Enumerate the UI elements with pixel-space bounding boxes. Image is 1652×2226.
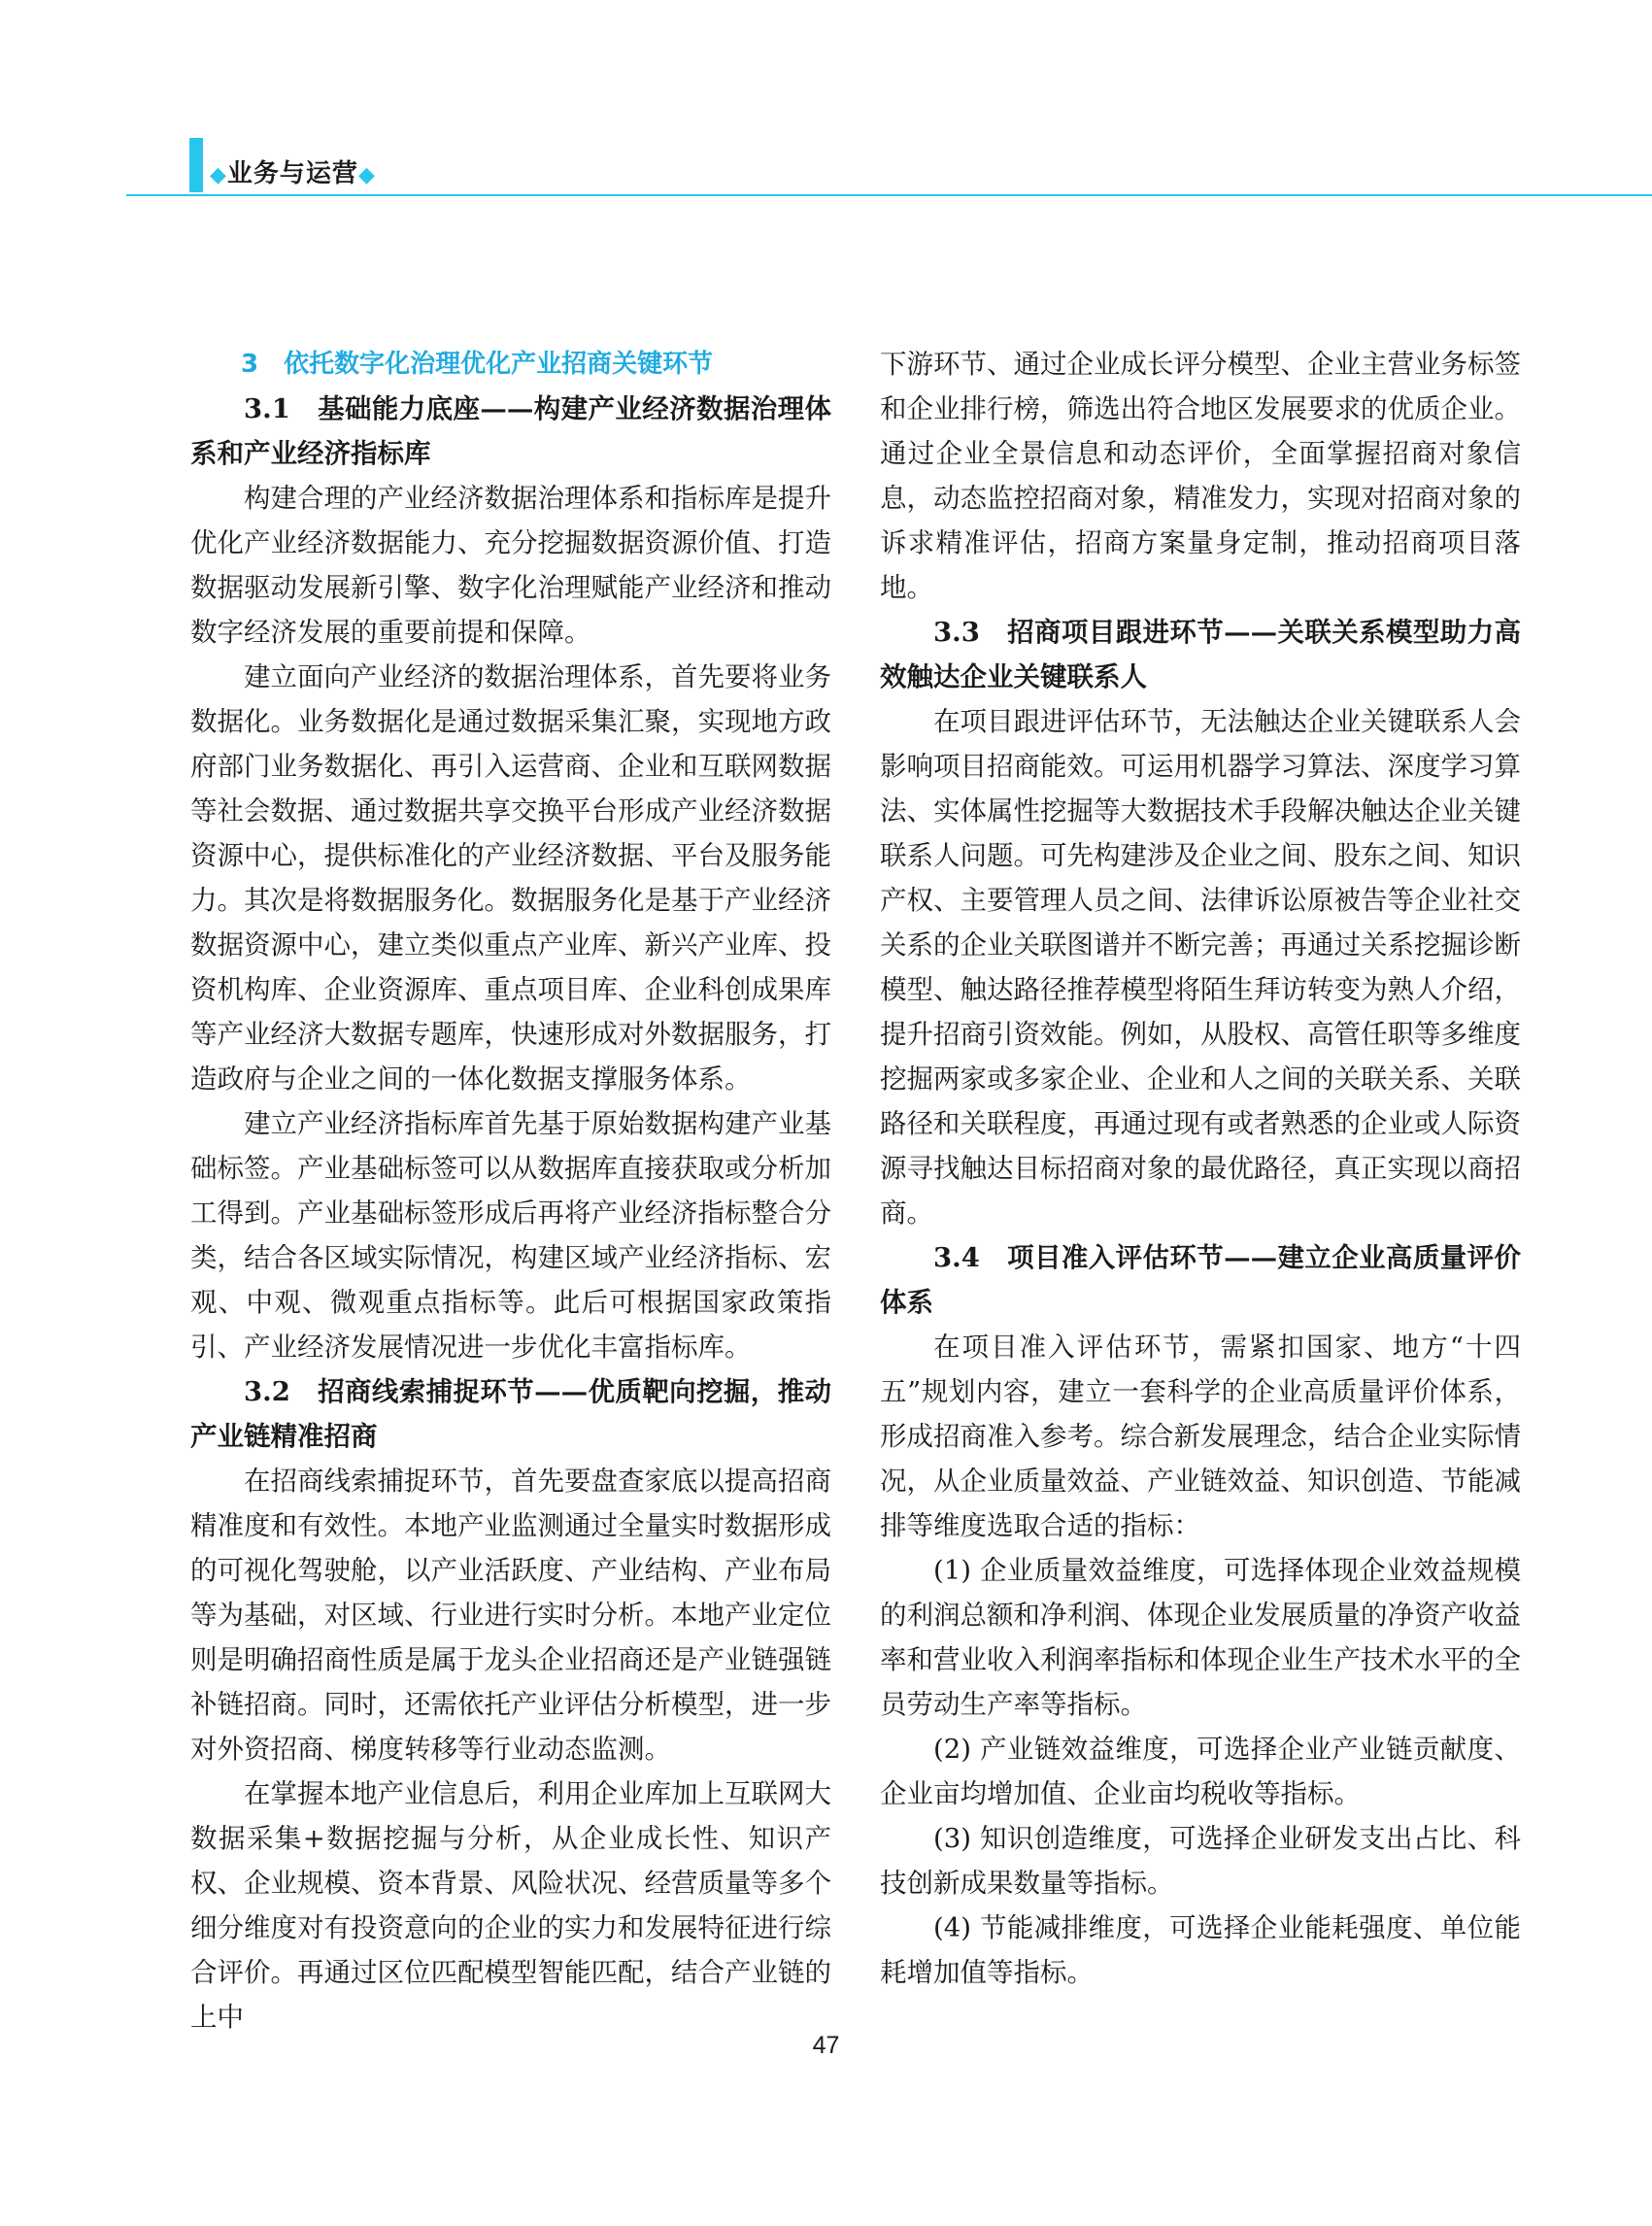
subsection-heading: 3.3 招商项目跟进环节——关联关系模型助力高效触达企业关键联系人 [880,617,1521,692]
subsection-heading: 3.2 招商线索捕捉环节——优质靶向挖掘，推动产业链精准招商 [190,1376,831,1452]
paragraph: 在项目准入评估环节，需紧扣国家、地方“十四五”规划内容，建立一套科学的企业高质量评价体系，形成招商准入参考。综合新发展理念，结合企业实际情况，从企业质量效益、产业链效益、知识创造、节能减排等维度选取合适的指标： [880,1332,1521,1541]
paragraph: 在掌握本地产业信息后，利用企业库加上互联网大数据采集+数据挖掘与分析，从企业成长性、知识产权、企业规模、资本背景、风险状况、经营质量等多个细分维度对有投资意向的企业的实力和发展特征进行综合评价。再通过区位匹配模型智能匹配，结合产业链的上中 [190,1778,831,2033]
paragraph: 建立面向产业经济的数据治理体系，首先要将业务数据化。业务数据化是通过数据采集汇聚，实现地方政府部门业务数据化、再引入运营商、企业和互联网数据等社会数据、通过数据共享交换平台形成产业经济数据资源中心，提供标准化的产业经济数据、平台及服务能力。其次是将数据服务化。数据服务化是基于产业经济数据资源中心，建立类似重点产业库、新兴产业库、投资机构库、企业资源库、重点项目库、企业科创成果库等产业经济大数据专题库，快速形成对外数据服务，打造政府与企业之间的一体化数据支撑服务体系。 [190,661,831,1095]
right-column [880,342,1521,1995]
diamond-icon: ◆ [210,163,227,187]
list-item: (2) 产业链效益维度，可选择企业产业链贡献度、企业亩均增加值、企业亩均税收等指标。 [880,1734,1521,1809]
header-accent-bar [189,138,203,192]
running-header [210,153,376,189]
paragraph: 建立产业经济指标库首先基于原始数据构建产业基础标签。产业基础标签可以从数据库直接获取或分析加工得到。产业基础标签形成后再将产业经济指标整合分类，结合各区域实际情况，构建区域产业经济指标、宏观、中观、微观重点指标等。此后可根据国家政策指引、产业经济发展情况进一步优化丰富指标库。 [190,1108,831,1363]
list-item: (3) 知识创造维度，可选择企业研发支出占比、科技创新成果数量等指标。 [880,1823,1521,1899]
diamond-icon: ◆ [357,163,376,187]
header-title-text: 业务与运营 [226,159,358,188]
paragraph-continued: 下游环节、通过企业成长评分模型、企业主营业务标签和企业排行榜，筛选出符合地区发展要求的优质企业。通过企业全景信息和动态评价，全面掌握招商对象信息，动态监控招商对象，精准发力，实现对招商对象的诉求精准评估，招商方案量身定制，推动招商项目落地。 [880,349,1521,603]
list-item: (1) 企业质量效益维度，可选择体现企业效益规模的利润总额和净利润、体现企业发展质量的净资产收益率和营业收入利润率指标和体现企业生产技术水平的全员劳动生产率等指标。 [880,1555,1521,1720]
paragraph: 在招商线索捕捉环节，首先要盘查家底以提高招商精准度和有效性。本地产业监测通过全量实时数据形成的可视化驾驶舱，以产业活跃度、产业结构、产业布局等为基础，对区域、行业进行实时分析。本地产业定位则是明确招商性质是属于龙头企业招商还是产业链强链补链招商。同时，还需依托产业评估分析模型，进一步对外资招商、梯度转移等行业动态监测。 [190,1466,831,1765]
header-rule [126,194,1652,196]
paragraph: 构建合理的产业经济数据治理体系和指标库是提升优化产业经济数据能力、充分挖掘数据资源价值、打造数据驱动发展新引擎、数字化治理赋能产业经济和推动数字经济发展的重要前提和保障。 [190,483,831,648]
section-heading: 3 依托数字化治理优化产业招商关键环节 [241,350,714,379]
left-column [190,342,831,2040]
page-number: 47 [812,2032,840,2059]
list-item: (4) 节能减排维度，可选择企业能耗强度、单位能耗增加值等指标。 [880,1912,1521,1988]
subsection-heading: 3.4 项目准入评估环节——建立企业高质量评价体系 [880,1242,1521,1318]
paragraph: 在项目跟进评估环节，无法触达企业关键联系人会影响项目招商能效。可运用机器学习算法、深度学习算法、实体属性挖掘等大数据技术手段解决触达企业关键联系人问题。可先构建涉及企业之间、股东之间、知识产权、主要管理人员之间、法律诉讼原被告等企业社交关系的企业关联图谱并不断完善；再通过关系挖掘诊断模型、触达路径推荐模型将陌生拜访转变为熟人介绍，提升招商引资效能。例如，从股权、高管任职等多维度挖掘两家或多家企业、企业和人之间的关联关系、关联路径和关联程度，再通过现有或者熟悉的企业或人际资源寻找触达目标招商对象的最优路径，真正实现以商招商。 [880,706,1521,1229]
subsection-heading: 3.1 基础能力底座——构建产业经济数据治理体系和产业经济指标库 [190,393,831,469]
